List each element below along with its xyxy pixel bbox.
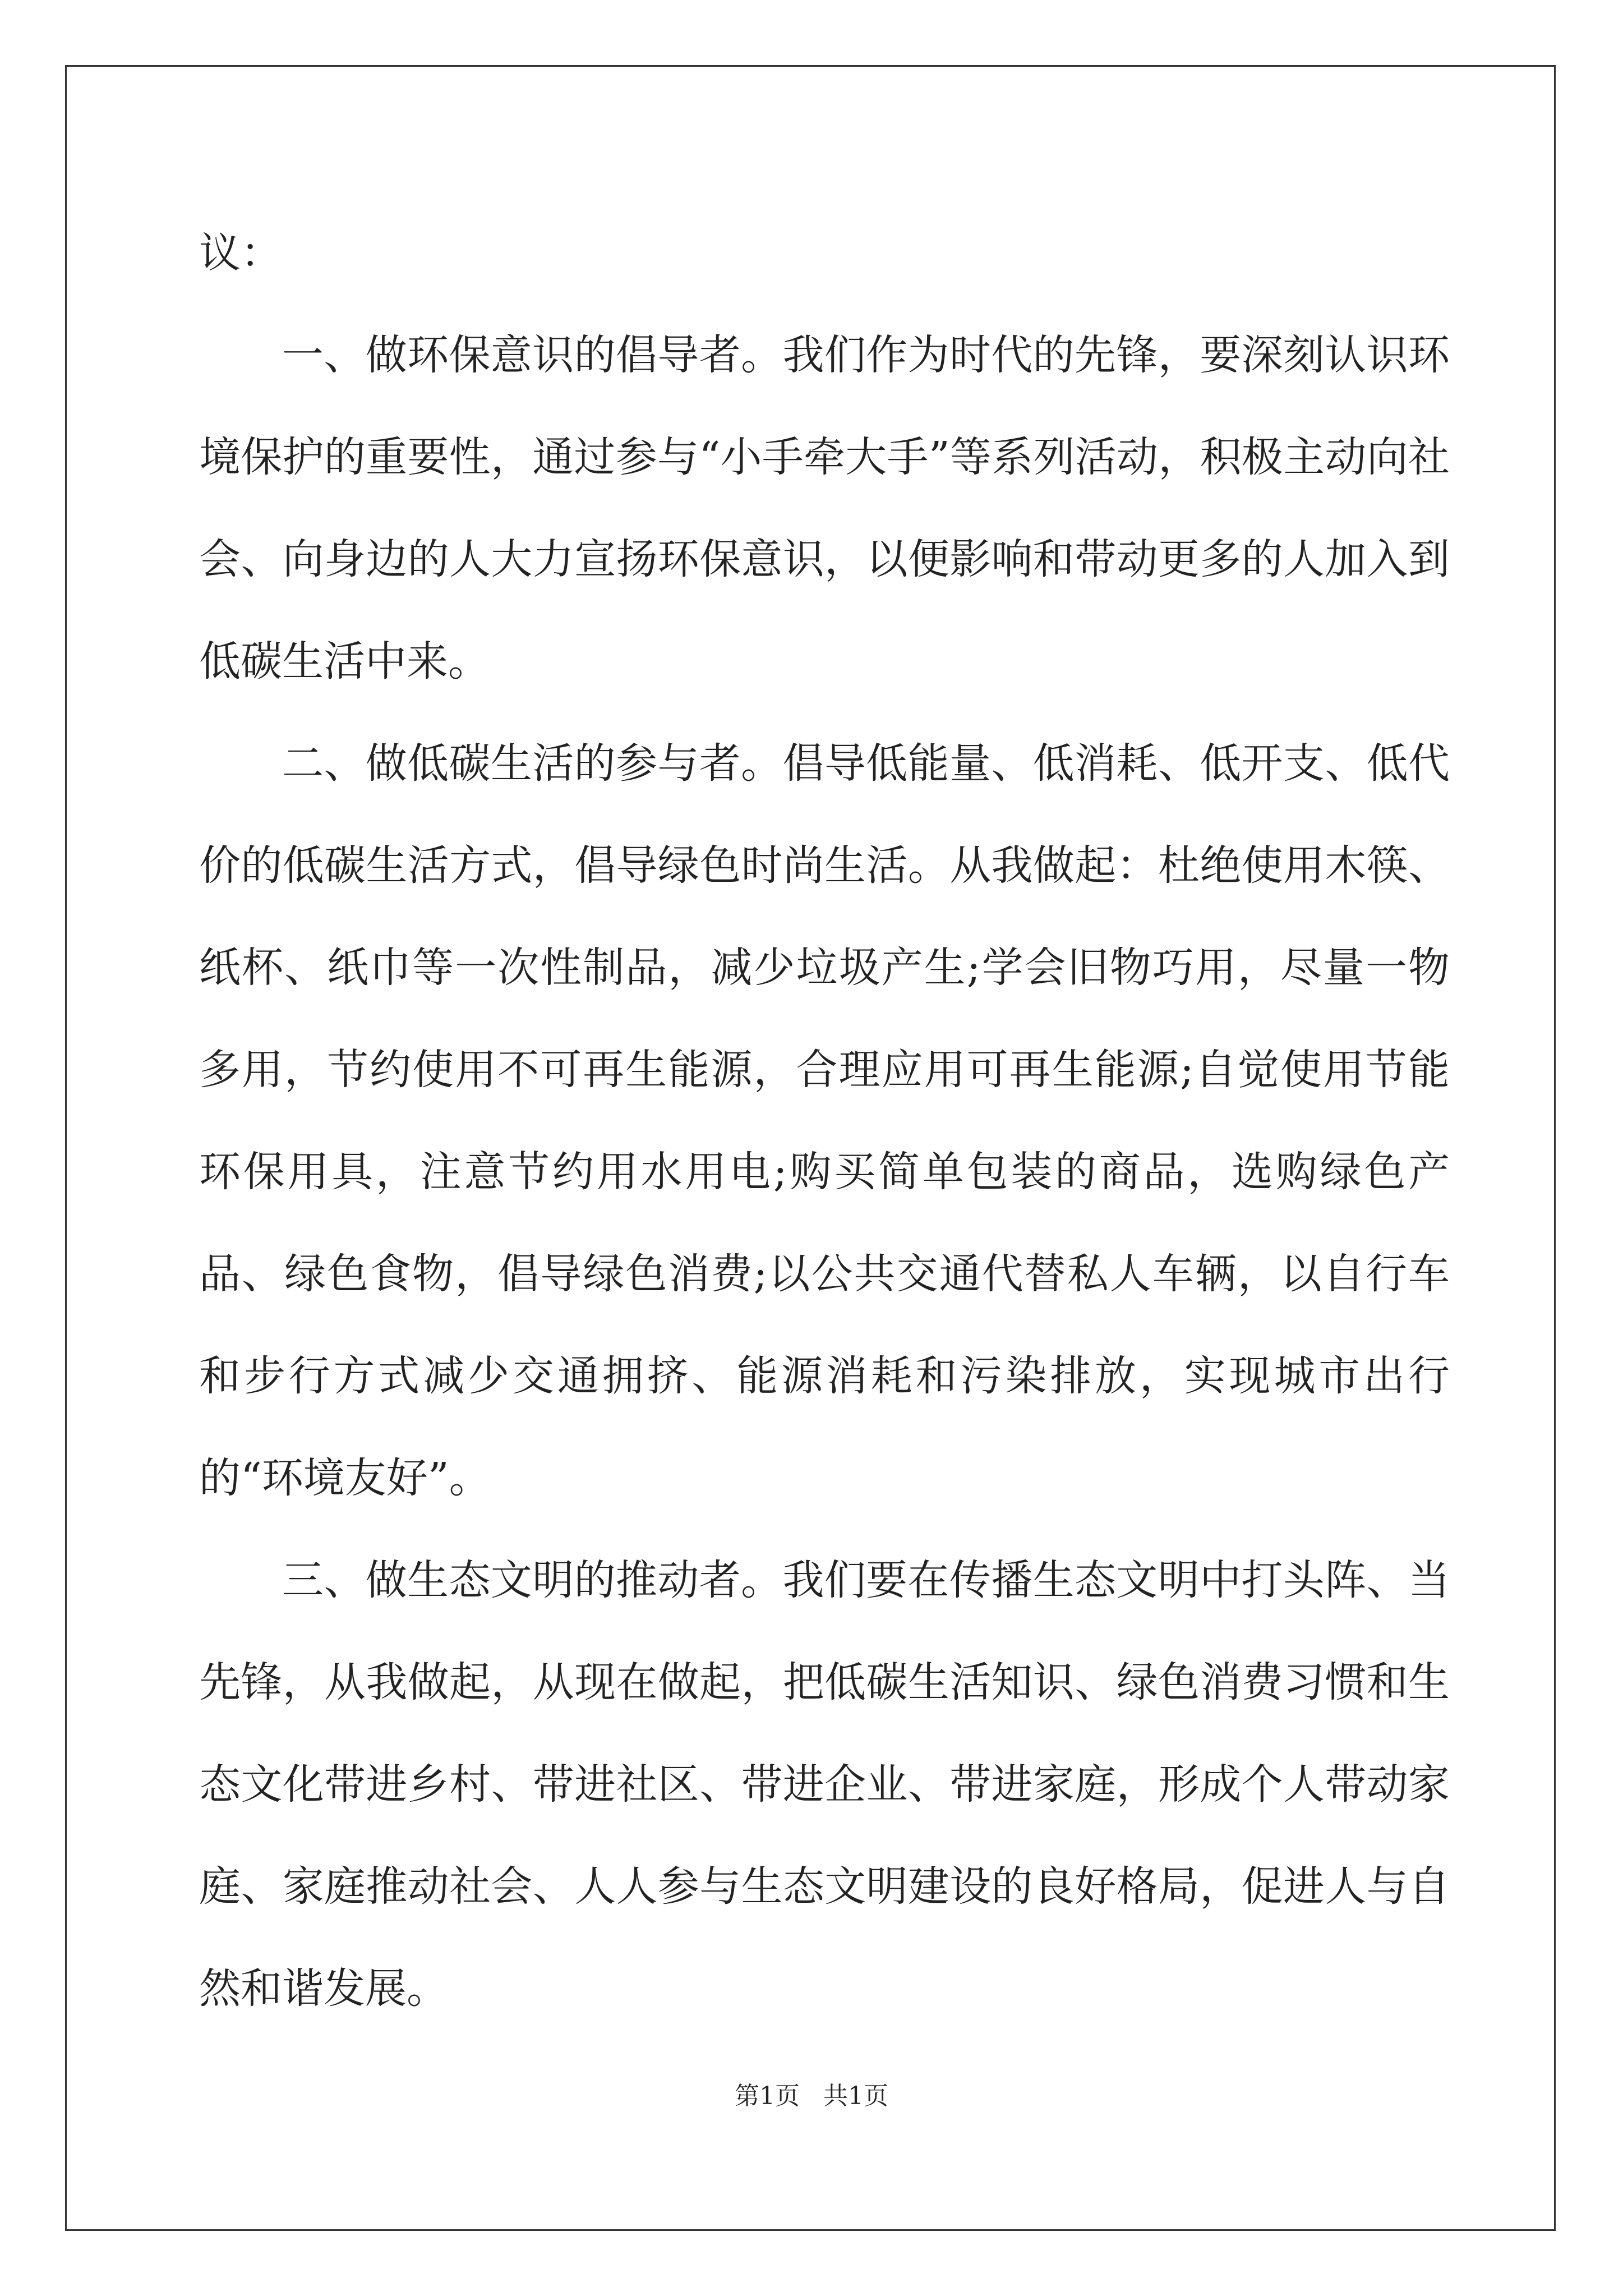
paragraph-0: 议： [199, 229, 282, 277]
document-body [199, 202, 1450, 2040]
paragraph-1: 一、做环保意识的倡导者。我们作为时代的先锋，要深刻认识环境保护的重要性，通过参与“小手牵大手”等系列活动，积极主动向社会、向身边的人大力宣扬环保意识，以便影响和带动更多的人加入到低碳生活中来。 [199, 331, 1450, 685]
page-footer: 第1页 共1页 [735, 2082, 888, 2110]
paragraph-2: 二、做低碳生活的参与者。倡导低能量、低消耗、低开支、低代价的低碳生活方式，倡导绿色时尚生活。从我做起：杜绝使用木筷、纸杯、纸巾等一次性制品，减少垃圾产生;学会旧物巧用，尽量一物多用，节约使用不可再生能源，合理应用可再生能源;自觉使用节能环保用具，注意节约用水用电;购买简单包装的商品，选购绿色产品、绿色食物，倡导绿色消费;以公共交通代替私人车辆，以自行车和步行方式减少交通拥挤、能源消耗和污染排放，实现城市出行的“环境友好”。 [199, 739, 1450, 1502]
paragraph-3: 三、做生态文明的推动者。我们要在传播生态文明中打头阵、当先锋，从我做起，从现在做起，把低碳生活知识、绿色消费习惯和生态文化带进乡村、带进社区、带进企业、带进家庭，形成个人带动家庭、家庭推动社会、人人参与生态文明建设的良好格局，促进人与自然和谐发展。 [199, 1556, 1450, 2013]
